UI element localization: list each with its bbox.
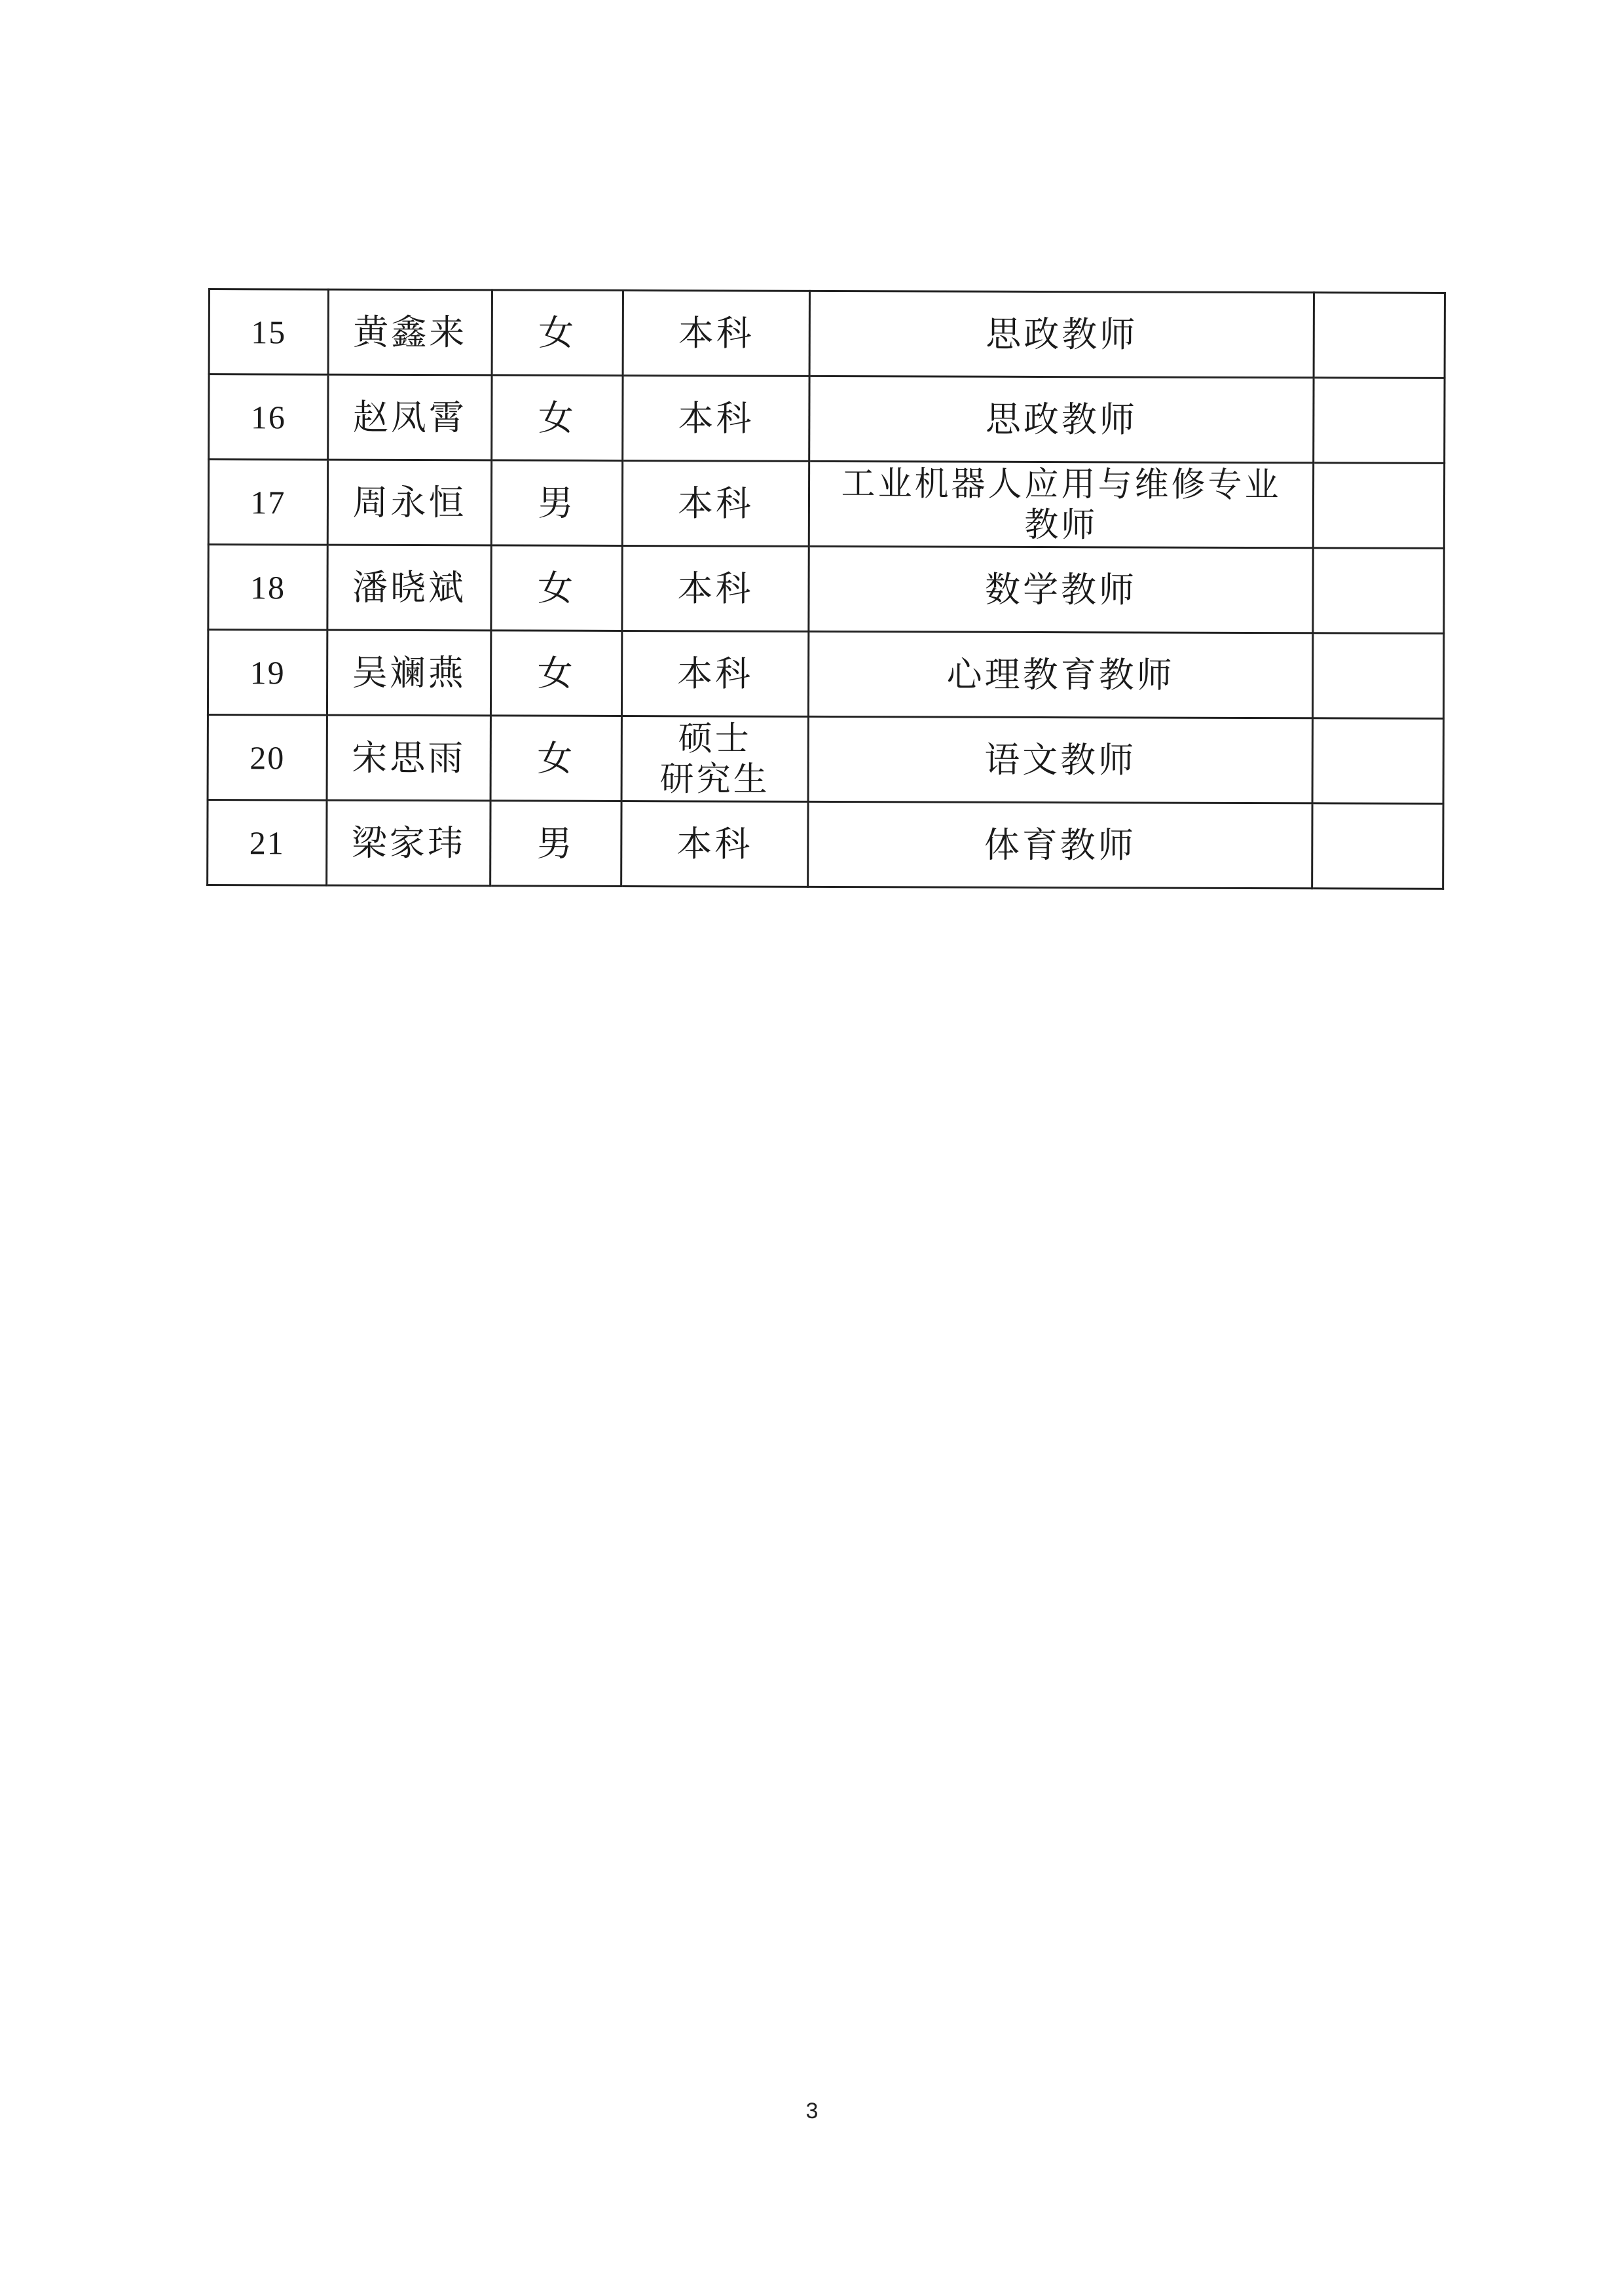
row-number: 15 — [209, 289, 328, 375]
education: 本科 — [621, 801, 808, 887]
note — [1314, 293, 1445, 378]
gender: 女 — [492, 375, 623, 461]
note — [1312, 633, 1443, 719]
row-number: 19 — [208, 630, 327, 716]
table-row — [208, 545, 1444, 634]
gender: 女 — [491, 545, 622, 631]
education: 硕士 研究生 — [621, 716, 808, 801]
position: 数学教师 — [809, 546, 1313, 633]
note — [1313, 548, 1444, 634]
teacher-name: 宋思雨 — [327, 715, 490, 801]
row-number: 17 — [208, 460, 327, 545]
education: 本科 — [621, 631, 808, 716]
teacher-name: 潘晓斌 — [327, 545, 491, 631]
table-row — [208, 460, 1444, 549]
education: 本科 — [622, 545, 809, 631]
gender: 女 — [490, 631, 621, 716]
row-number: 21 — [208, 800, 327, 886]
table-row — [209, 375, 1445, 464]
row-number: 18 — [208, 545, 327, 631]
gender: 男 — [491, 460, 622, 546]
row-number: 20 — [208, 715, 327, 801]
teacher-name: 赵凤霄 — [328, 375, 492, 460]
position: 工业机器人应用与维修专业 教师 — [809, 461, 1313, 547]
teacher-name: 吴斓燕 — [327, 630, 490, 716]
teacher-name: 梁家玮 — [327, 800, 490, 886]
table-row — [208, 800, 1443, 889]
table-row — [208, 715, 1443, 804]
table-body — [208, 289, 1445, 889]
education: 本科 — [623, 290, 809, 376]
position: 体育教师 — [808, 801, 1312, 888]
table-row — [208, 630, 1443, 719]
position: 心理教育教师 — [808, 631, 1312, 718]
teacher-roster-table — [206, 288, 1446, 890]
note — [1312, 718, 1443, 804]
note — [1312, 803, 1443, 889]
table-row — [209, 289, 1445, 378]
education: 本科 — [623, 375, 809, 461]
position: 思政教师 — [809, 291, 1314, 377]
education: 本科 — [622, 460, 809, 546]
note — [1313, 463, 1444, 549]
page-number: 3 — [805, 2099, 819, 2123]
teacher-name: 周永恒 — [327, 460, 491, 545]
gender: 女 — [492, 290, 623, 376]
note — [1314, 378, 1445, 464]
gender: 男 — [490, 801, 621, 887]
position: 语文教师 — [808, 716, 1312, 803]
position: 思政教师 — [809, 376, 1314, 462]
gender: 女 — [490, 716, 621, 801]
row-number: 16 — [209, 375, 328, 460]
teacher-name: 黄鑫来 — [328, 289, 492, 375]
